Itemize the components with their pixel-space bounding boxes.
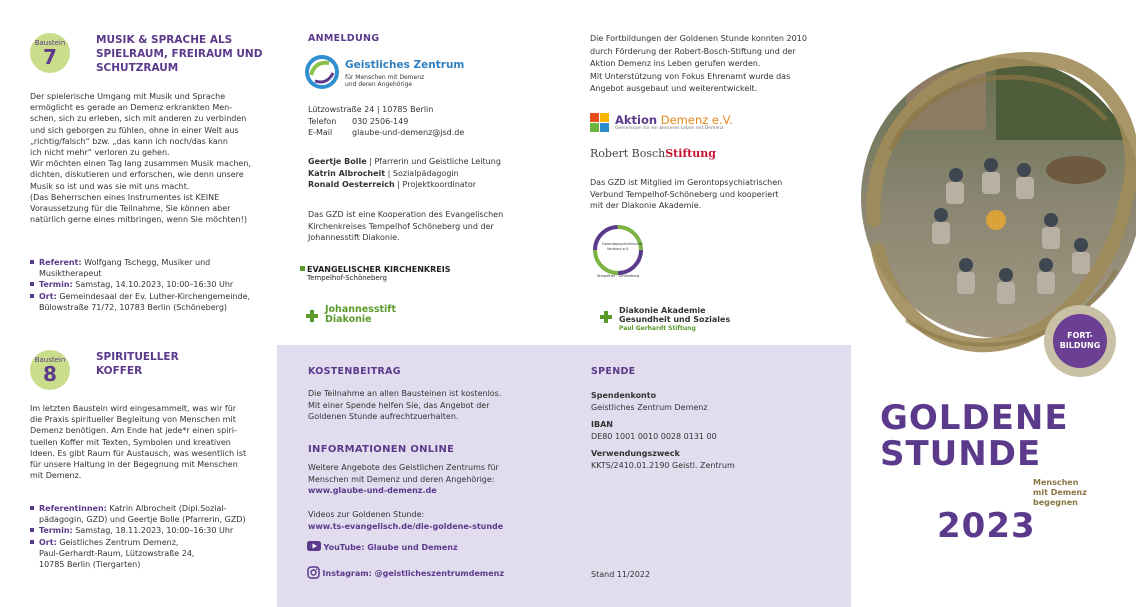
baustein-label: Baustein [34,356,66,364]
baustein-7-title: MUSIK & SPRACHE ALS SPIELRAUM, FREIRAUM UND SCHUTZRAUM [96,34,263,74]
termin-item: Termin: Samstag, 18.11.2023, 10:00–16:30 Uhr [30,525,275,536]
videos-link[interactable]: www.ts-evangelisch.de/die-goldene-stunde [308,521,504,531]
verbund-text: Das GZD ist Mitglied im Gerontopsychiatrischen Verbund Tempelhof-Schöneberg und kooperiert mit der Diakonie Akademie. [590,178,783,210]
youtube-link[interactable]: YouTube: Glaube und Demenz [307,541,458,552]
address: Lützowstraße 24 | 10785 Berlin [308,105,434,114]
aktion-demenz-icon [590,113,610,133]
spende-heading: SPENDE [591,366,636,377]
gzd-logo-sub: für Menschen mit Demenz und deren Angehörige [345,74,425,88]
baustein-8-body: Im letzten Baustein wird eingesammelt, was wir für die Praxis spiritueller Begleitung von Menschen mit Demenz benötigen. Am Ende hat jede*r einen spiri- tuellen Koffer mit Texten, Symbolen und kreativen Ideen. Es gibt Raum für Austausch, was wesentlich ist für unsere Haltung in der Begegnung mit Menschen mit Demenz. [30,404,247,481]
verbund-logo: Gerontopsychiatrischer Verbund e.V. Tempelhof · Schöneberg [590,222,646,278]
instagram-icon [307,566,320,579]
videos-block: Videos zur Goldenen Stunde: www.ts-evangelisch.de/die-goldene-stunde [308,510,504,531]
spende-block: Spendenkonto Geistliches Zentrum Demenz IBAN DE80 1001 0010 0028 0131 00 Verwendungszweck KKTS/2410.01.2190 Geistl. Zentrum [591,391,735,470]
stand-label: Stand 11/2022 [591,570,651,579]
baustein-number: 7 [43,45,57,69]
cover-year: 2023 [937,506,1036,546]
diakonie-cross-icon [303,307,321,325]
info-text: Weitere Angebote des Geistlichen Zentrums für Menschen mit Demenz und deren Angehörige: www.glaube-und-demenz.de [308,463,499,495]
phone: 030 2506-149 [352,116,409,126]
cover-title-1: GOLDENE [880,398,1069,438]
ort-item: Ort: Geistliches Zentrum Demenz, Paul-Gerhardt-Raum, Lützowstraße 24, 10785 Berlin (Tiergarten) [30,537,275,571]
baustein-8-details [30,503,275,570]
baustein-7-body: Der spielerische Umgang mit Musik und Sprache ermöglicht es gerade an Demenz erkrankten Men- schen, sich zu erleben, sich mit anderen zu verbinden und sich geborgen zu fühlen, ohne in einer Welt aus „richtig/falsch“ bzw. „das kann ich noch/das kann ich nicht mehr“ verloren zu gehen. Wir möchten einen Tag lang zusammen Musik machen, dichten, diskutieren und erforschen, wie denn unsere Musik so ist und was sie mit uns macht. (Das Beherrschen eines Instrumentes ist KEINE Voraussetzung für die Teilnahme, Sie können aber natürlich gerne eines mitbringen, wenn Sie möchten!) [30,92,251,225]
baustein-number: 8 [43,362,57,386]
kooperation-text: Das GZD ist eine Kooperation des Evangelischen Kirchenkreises Tempelhof Schöneberg und der Johannesstift Diakonie. [308,210,504,242]
kirchenkreis-logo: EVANGELISCHER KIRCHENKREIS Tempelhof-Schöneberg [300,265,450,282]
iban: DE80 1001 0010 0028 0131 00 [591,431,717,441]
foerderung-text: Die Fortbildungen der Goldenen Stunde konnten 2010 durch Förderung der Robert-Bosch-Stiftung und der Aktion Demenz ins Leben gerufen werden. Mit Unterstützung von Fokus Ehrenamt wurde das Angebot ausgebaut und weiterentwickelt. [590,34,807,93]
bosch-logo: Robert BoschStiftung [590,147,716,160]
ort-item: Ort: Gemeindesaal der Ev. Luther-Kirchengemeinde, Bülowstraße 71/72, 10783 Berlin (Schöneberg) [30,291,270,313]
diakonie-cross-icon [597,308,615,326]
aktion-demenz-logo: Aktion Demenz e.V. Gemeinsam für ein besseres Leben mit Demenz [590,113,760,135]
youtube-icon [307,541,321,551]
staff-list: Geertje Bolle | Pfarrerin und Geistliche Leitung Katrin Albrocheit | Sozialpädagogin Ronald Oesterreich | Projektkoordinator [308,157,501,189]
contact-block: Lützowstraße 24 | 10785 Berlin Telefon 030 2506-149 E-Mail glaube-und-demenz@jsd.de [308,105,465,137]
baustein-label: Baustein [34,39,66,47]
gzd-swirl-icon [303,53,341,91]
gzd-logo-name: Geistliches Zentrum [345,59,465,71]
gzd-website-link[interactable]: www.glaube-und-demenz.de [308,486,437,495]
anmeldung-heading: ANMELDUNG [308,33,380,44]
instagram-link[interactable]: Instagram: @geistlicheszentrumdemenz [307,566,504,579]
cover-subtitle: Menschen mit Demenz begegnen [1033,478,1087,507]
fortbildung-badge: FORT- BILDUNG [1044,305,1116,377]
baustein-8-badge [30,350,70,390]
info-heading: INFORMATIONEN ONLINE [308,444,455,455]
cover-title-2: STUNDE [880,434,1042,474]
baustein-8-title: SPIRITUELLER KOFFER [96,351,179,377]
baustein-7-badge [30,33,70,73]
termin-item: Termin: Samstag, 14.10.2023, 10:00–16:30 Uhr [30,279,270,290]
referent-item: Referentinnen: Katrin Albrocheit (Dipl.Sozial- pädagogin, GZD) und Geertje Bolle (Pfarrerin, GZD) [30,503,275,525]
referent-item: Referent: Wolfgang Tschegg, Musiker und Musiktherapeut [30,257,270,279]
kosten-heading: KOSTENBEITRAG [308,366,401,377]
email-link[interactable]: glaube-und-demenz@jsd.de [352,128,465,137]
gzd-logo [303,53,473,93]
kosten-text: Die Teilnahme an allen Bausteinen ist kostenlos. Mit einer Spende helfen Sie, das Angebot der Goldenen Stunde aufrechtzuerhalten. [308,389,502,421]
baustein-7-details [30,257,270,313]
